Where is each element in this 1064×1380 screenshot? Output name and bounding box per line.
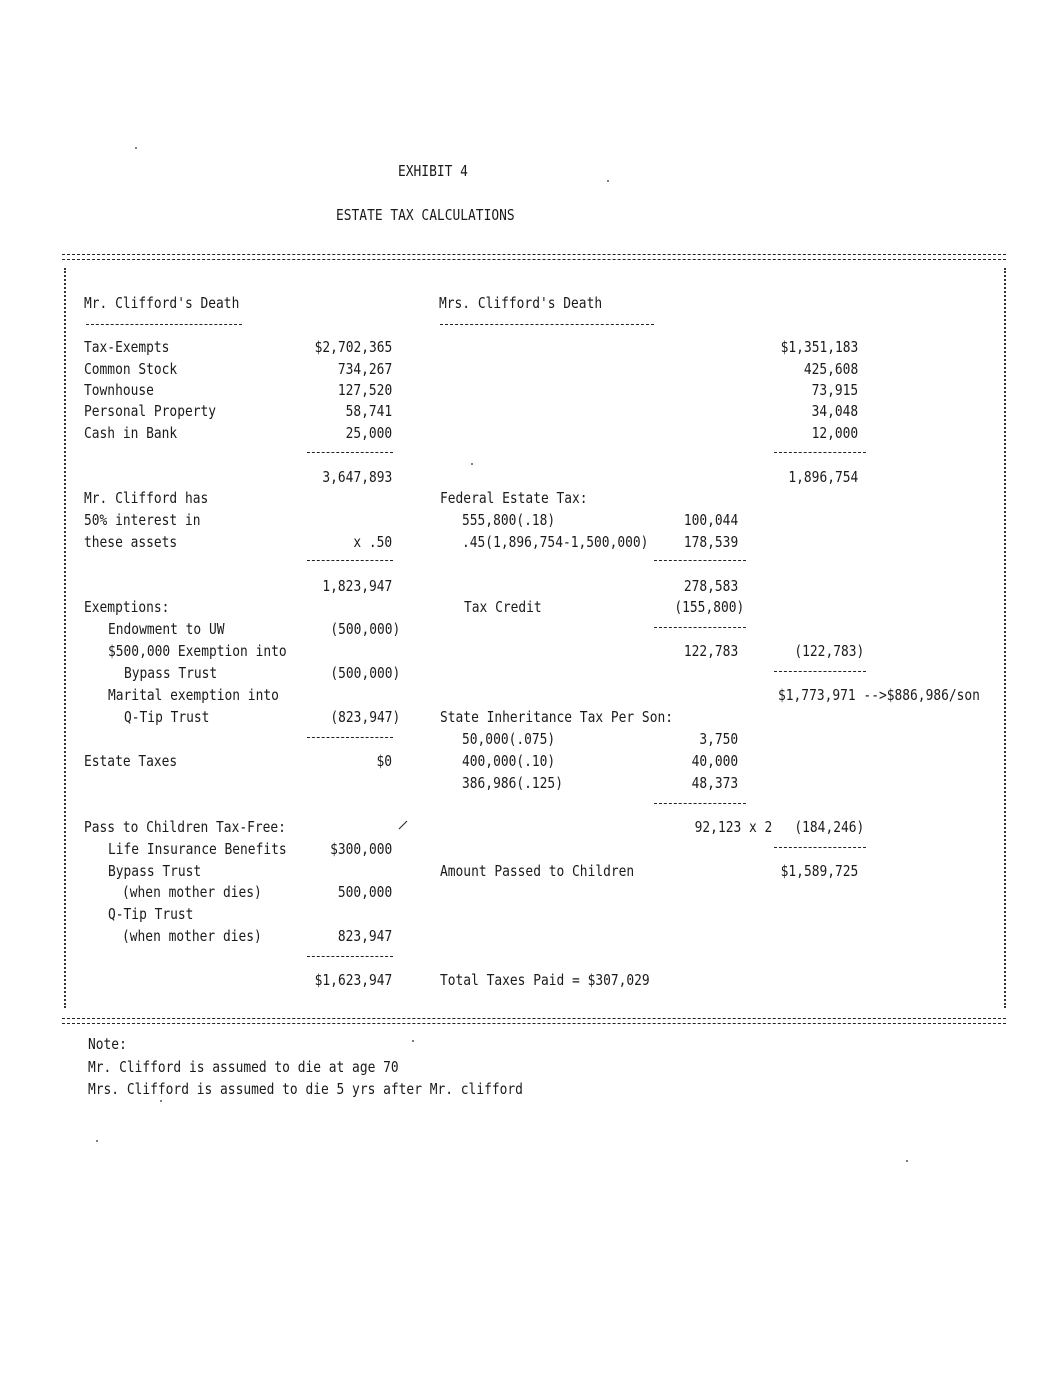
mrs-asset-value: 73,915 <box>811 381 858 399</box>
mrs-asset-value: $1,351,183 <box>780 338 858 356</box>
federal-tax-line-value: 100,044 <box>683 511 738 529</box>
state-tax-line-value: 48,373 <box>691 774 738 792</box>
state-tax-line-value: 3,750 <box>699 730 738 748</box>
mrs-asset-value: 425,608 <box>803 360 858 378</box>
federal-tax-line-label: .45(1,896,754-1,500,000) <box>462 533 649 551</box>
federal-tax-line-value: 178,539 <box>683 533 738 551</box>
mr-heading-underline <box>86 324 242 325</box>
note-line: Mrs. Clifford is assumed to die 5 yrs after Mr. clifford <box>88 1080 523 1098</box>
scan-speck <box>160 1100 162 1102</box>
mr-pass-total: $1,623,947 <box>314 971 392 989</box>
mrs-heading: Mrs. Clifford's Death <box>439 294 603 312</box>
page-title: ESTATE TAX CALCULATIONS <box>336 206 515 224</box>
mr-exemption-label: $500,000 Exemption into <box>108 642 287 660</box>
mrs-asset-value: 34,048 <box>811 402 858 420</box>
state-tax-line-label: 400,000(.10) <box>462 752 556 770</box>
mr-pass-item-label: Bypass Trust <box>108 862 202 880</box>
bottom-rule <box>62 1018 1006 1024</box>
mr-exemption-label: Marital exemption into <box>108 686 279 704</box>
state-tax-line-label: 50,000(.075) <box>462 730 556 748</box>
mr-pass-item-label: Life Insurance Benefits <box>108 840 287 858</box>
tax-credit-label: Tax Credit <box>464 598 542 616</box>
top-rule <box>62 254 1006 260</box>
state-tax-line-value: 40,000 <box>691 752 738 770</box>
mr-interest-line: Mr. Clifford has <box>84 489 209 507</box>
mrs-heading-underline <box>440 324 654 325</box>
scan-speck <box>412 1040 414 1042</box>
federal-tax-total: 278,583 <box>683 577 738 595</box>
mr-exemption-value: (500,000) <box>330 664 400 682</box>
mr-total: 3,647,893 <box>322 468 392 486</box>
mr-half-total: 1,823,947 <box>322 577 392 595</box>
scan-speck <box>471 463 473 465</box>
mr-subtotal-rule <box>307 452 393 453</box>
mr-asset-value: 127,520 <box>337 381 392 399</box>
mrs-asset-value: 12,000 <box>811 424 858 442</box>
mr-estate-taxes-label: Estate Taxes <box>84 752 178 770</box>
mr-pass-label: Pass to Children Tax-Free: <box>84 818 286 836</box>
scan-speck <box>607 180 609 182</box>
tax-credit-value: (155,800) <box>674 598 744 616</box>
note-line: Mr. Clifford is assumed to die at age 70 <box>88 1058 399 1076</box>
state-tax-rule <box>654 803 746 804</box>
mr-exemptions-label: Exemptions: <box>84 598 170 616</box>
mr-heading: Mr. Clifford's Death <box>84 294 240 312</box>
state-tax-total: 92,123 x 2 <box>694 818 772 836</box>
mr-exemptions-rule <box>307 737 393 738</box>
mr-pass-item-label: (when mother dies) <box>122 883 262 901</box>
after-federal-rule <box>774 671 866 672</box>
mr-pass-item-label: Q-Tip Trust <box>108 905 194 923</box>
mr-asset-value: 25,000 <box>345 424 392 442</box>
federal-tax-rule <box>654 560 746 561</box>
mr-exemption-label: Q-Tip Trust <box>124 708 210 726</box>
state-tax-label: State Inheritance Tax Per Son: <box>440 708 674 726</box>
mr-pass-item-value: $300,000 <box>329 840 392 858</box>
amount-passed-label: Amount Passed to Children <box>440 862 635 880</box>
note-heading: Note: <box>88 1035 127 1053</box>
mr-pass-rule <box>307 956 393 957</box>
amount-passed-value: $1,589,725 <box>780 862 858 880</box>
mr-asset-value: $2,702,365 <box>314 338 392 356</box>
left-border <box>64 268 66 1008</box>
net-federal-deduction: (122,783) <box>794 642 864 660</box>
mr-asset-value: 734,267 <box>337 360 392 378</box>
mr-asset-label: Cash in Bank <box>84 424 178 442</box>
scan-speck <box>906 1160 908 1162</box>
right-border <box>1004 268 1006 1008</box>
mr-interest-line: these assets <box>84 533 178 551</box>
state-tax-deduction: (184,246) <box>794 818 864 836</box>
mr-asset-label: Personal Property <box>84 402 217 420</box>
mr-estate-taxes-value: $0 <box>376 752 392 770</box>
after-federal-amount: $1,773,971 -->$886,986/son <box>778 686 980 704</box>
net-federal-tax: 122,783 <box>683 642 738 660</box>
mr-interest-multiplier: x .50 <box>353 533 392 551</box>
mrs-total: 1,896,754 <box>788 468 858 486</box>
state-tax-line-label: 386,986(.125) <box>462 774 563 792</box>
mr-asset-label: Townhouse <box>84 381 154 399</box>
federal-tax-line-label: 555,800(.18) <box>462 511 556 529</box>
scan-speck <box>96 1140 98 1142</box>
mr-half-rule <box>307 560 393 561</box>
scan-speck <box>135 147 137 149</box>
mr-exemption-value: (823,947) <box>330 708 400 726</box>
mr-interest-line: 50% interest in <box>84 511 201 529</box>
mr-exemption-value: (500,000) <box>330 620 400 638</box>
tax-credit-rule <box>654 627 746 628</box>
total-taxes-paid: Total Taxes Paid = $307,029 <box>440 971 650 989</box>
mr-exemption-label: Bypass Trust <box>124 664 218 682</box>
mr-pass-item-label: (when mother dies) <box>122 927 262 945</box>
mr-asset-value: 58,741 <box>345 402 392 420</box>
stray-tick-mark <box>396 818 410 832</box>
mrs-subtotal-rule <box>774 452 866 453</box>
amount-passed-rule <box>774 847 866 848</box>
mr-exemption-label: Endowment to UW <box>108 620 225 638</box>
mr-pass-item-value: 500,000 <box>337 883 392 901</box>
mr-pass-item-value: 823,947 <box>337 927 392 945</box>
federal-tax-label: Federal Estate Tax: <box>440 489 588 507</box>
exhibit-number: EXHIBIT 4 <box>398 162 468 180</box>
mr-asset-label: Tax-Exempts <box>84 338 170 356</box>
mr-asset-label: Common Stock <box>84 360 178 378</box>
